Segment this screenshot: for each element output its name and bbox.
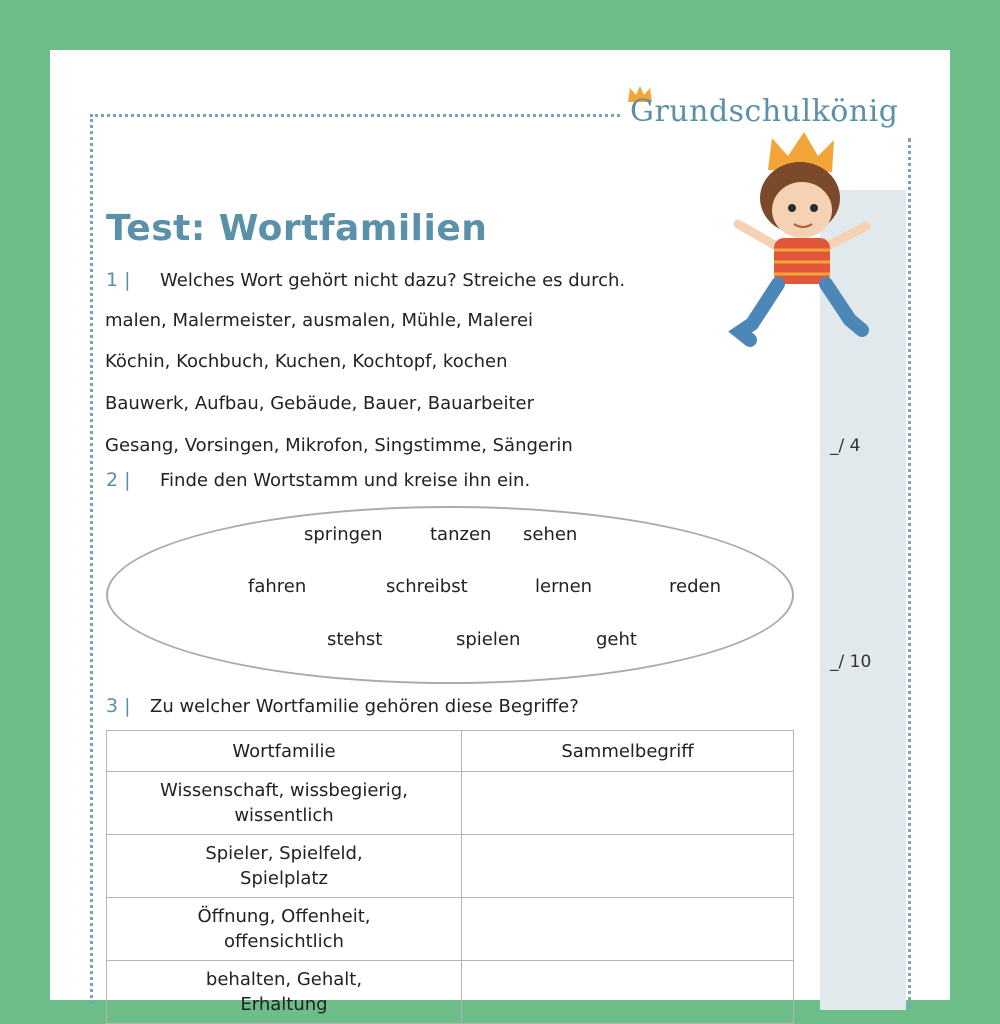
boy-illustration-icon [730,128,880,338]
question-1-instruction: Welches Wort gehört nicht dazu? Streiche es durch. [160,270,626,291]
question-1-line: Köchin, Kochbuch, Kuchen, Kochtopf, kochen [105,351,508,372]
word-family-cell: Spieler, Spielfeld, Spielplatz [107,835,462,898]
dotted-border-top [90,114,620,117]
question-2-score: _/ 10 [830,652,872,672]
table-row [107,898,794,961]
word-family-cell: Wissenschaft, wissbegierig, wissentlich [107,772,462,835]
word-item[interactable]: reden [669,576,721,597]
table-row [107,772,794,835]
dotted-border-left [90,114,93,1004]
question-3-instruction: Zu welcher Wortfamilie gehören diese Begriffe? [150,696,579,717]
question-1-line: malen, Malermeister, ausmalen, Mühle, Malerei [105,310,534,331]
question-1-line: Gesang, Vorsingen, Mikrofon, Singstimme, Sängerin [105,435,573,456]
question-1-score: _/ 4 [830,436,861,456]
word-item[interactable]: geht [596,629,637,650]
answer-cell[interactable] [462,961,794,1024]
brand-logo: Grundschulkönig [630,94,899,129]
question-1-number: 1 | [106,269,131,291]
word-item[interactable]: schreibst [386,576,468,597]
word-item[interactable]: spielen [456,629,521,650]
word-item[interactable]: springen [304,524,383,545]
question-1-line: Bauwerk, Aufbau, Gebäude, Bauer, Bauarbeiter [105,393,535,414]
table-row [107,961,794,1024]
word-family-cell: behalten, Gehalt, Erhaltung [107,961,462,1024]
word-family-table [106,730,794,1024]
question-3-number: 3 | [106,695,131,717]
word-item[interactable]: fahren [248,576,307,597]
page-title: Test: Wortfamilien [106,208,488,249]
dotted-border-right [908,138,911,1008]
word-family-cell: Öffnung, Offenheit, offensichtlich [107,898,462,961]
table-header-row [107,731,794,772]
worksheet [50,50,950,1015]
question-2-instruction: Finde den Wortstamm und kreise ihn ein. [160,470,531,491]
answer-cell[interactable] [462,898,794,961]
question-2-number: 2 | [106,469,131,491]
column-header: Sammelbegriff [462,731,794,772]
column-header: Wortfamilie [107,731,462,772]
answer-cell[interactable] [462,772,794,835]
word-item[interactable]: sehen [523,524,578,545]
word-item[interactable]: lernen [535,576,593,597]
word-item[interactable]: stehst [327,629,383,650]
word-item[interactable]: tanzen [430,524,492,545]
answer-cell[interactable] [462,835,794,898]
table-row [107,835,794,898]
